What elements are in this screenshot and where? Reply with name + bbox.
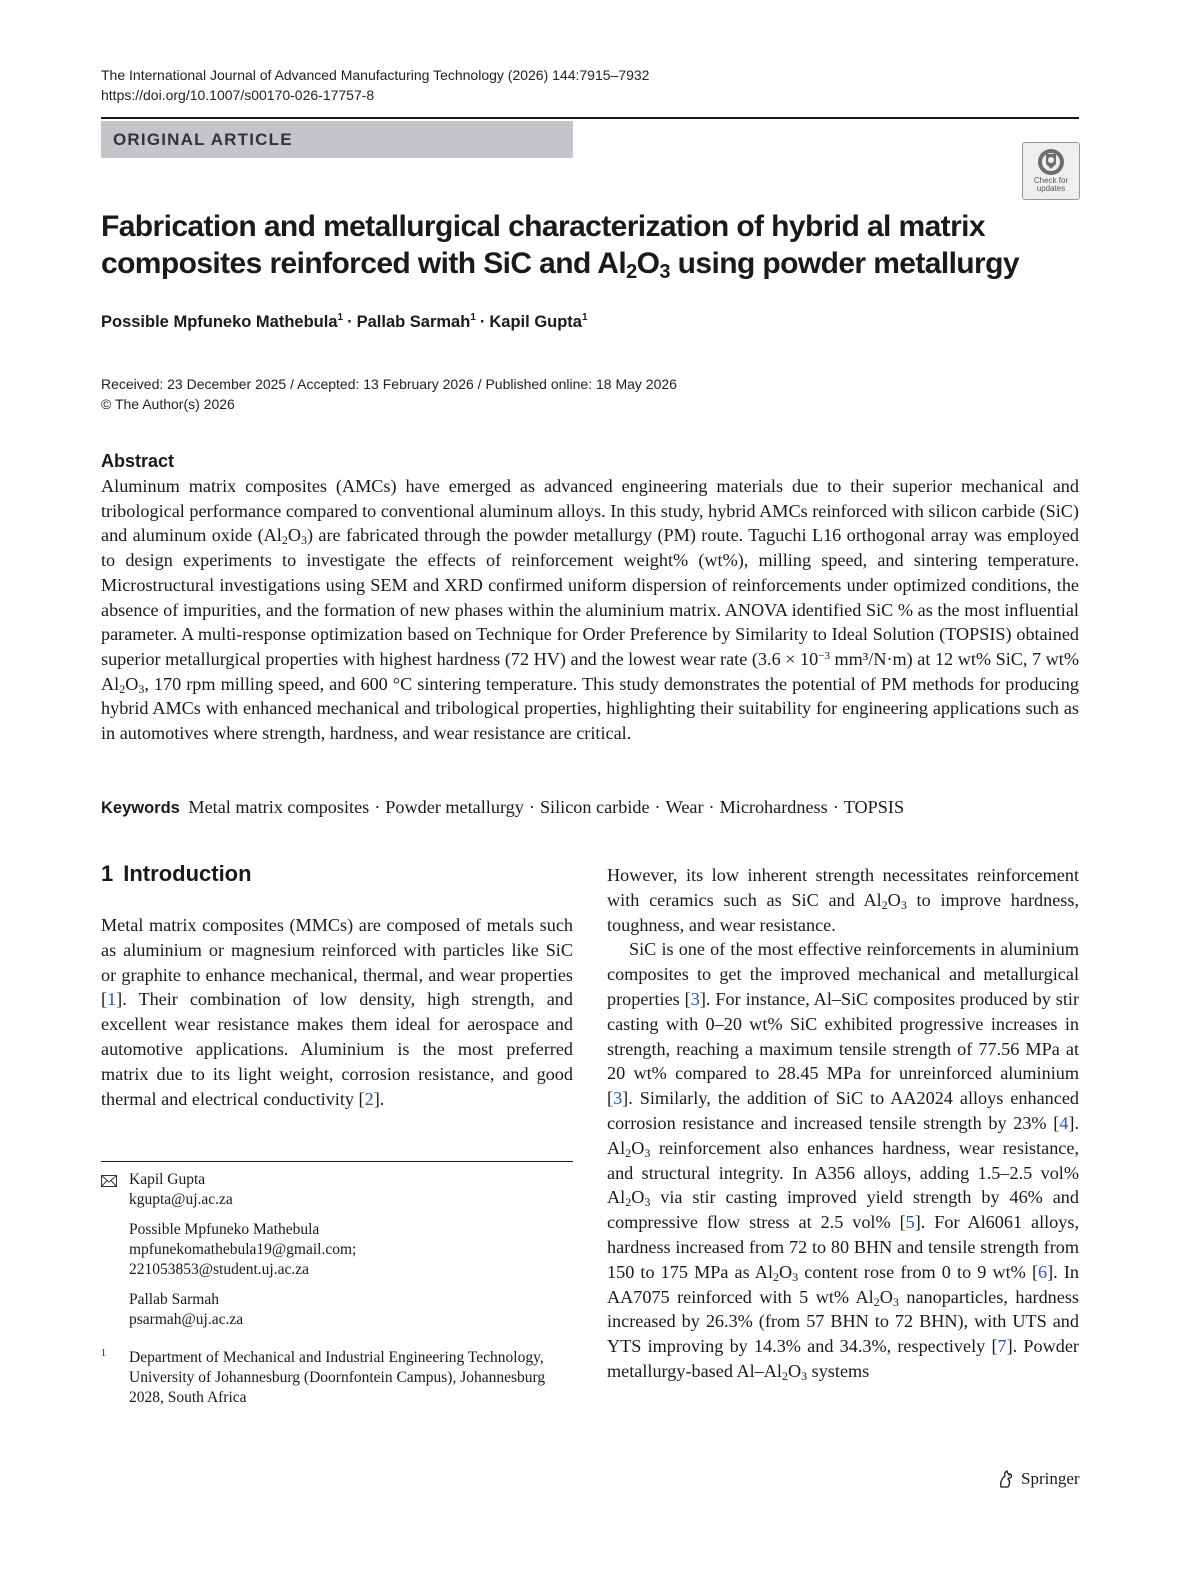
text-sub: 3 <box>644 1195 651 1210</box>
text-run: O <box>787 1360 802 1381</box>
keyword[interactable]: Silicon carbide <box>539 797 650 817</box>
journal-citation: The International Journal of Advanced Manufacturing Technology (2026) 144:7915–7932 <box>101 67 650 83</box>
title-line2-post: using powder metallurgy <box>669 247 1019 280</box>
author-1-name: Possible Mpfuneko Mathebula <box>101 313 338 331</box>
section-title: Introduction <box>123 861 252 886</box>
keyword-separator: · <box>654 797 661 817</box>
abstract-sub: 2 <box>281 533 288 548</box>
received-accepted-published: Received: 23 December 2025 / Accepted: 13 February 2026 / Published online: 18 May 2026 <box>101 376 677 392</box>
section-number: 1 <box>101 861 114 886</box>
copyright-line: © The Author(s) 2026 <box>101 396 235 412</box>
text-run: ]. For Al6061 alloys, hardness increased from 72 to 80 BHN and tensile strength from 150 to 175 MPa as Al <box>607 1212 1079 1282</box>
envelope-icon <box>101 1175 117 1187</box>
section-heading-introduction <box>101 861 252 887</box>
keyword[interactable]: Powder metallurgy <box>385 797 524 817</box>
abstract-sub: 3 <box>300 533 307 548</box>
abstract-heading: Abstract <box>101 451 175 471</box>
citation-link[interactable]: 3 <box>690 988 700 1009</box>
publisher-name: Springer <box>1021 1469 1080 1488</box>
abstract-sub: 2 <box>119 681 126 696</box>
intro-paragraph-continued <box>607 863 1079 937</box>
keyword[interactable]: Microhardness <box>719 797 828 817</box>
affiliation-footnote <box>101 1348 573 1408</box>
author-3-name: Kapil Gupta <box>489 313 582 331</box>
contact-name: Possible Mpfuneko Mathebula <box>129 1221 320 1238</box>
keyword-separator: · <box>708 797 715 817</box>
right-column-text <box>607 863 1079 1384</box>
check-updates-line1: Check for <box>1033 176 1069 185</box>
author-footnotes <box>101 1170 573 1418</box>
article-type-label: ORIGINAL ARTICLE <box>113 130 293 149</box>
affiliation-text: Department of Mechanical and Industrial Engineering Technology, University of Johannesburg (Doornfontein Campus), Johannesburg 2028, South Africa <box>129 1349 546 1406</box>
text-run: ]. In AA7075 reinforced with 5 wt% Al <box>607 1261 1079 1307</box>
footnote-rule <box>101 1161 573 1162</box>
keyword-separator: · <box>528 797 535 817</box>
text-sub: 2 <box>625 1145 632 1160</box>
text-run: ]. Powder metallurgy-based Al–Al <box>607 1336 1079 1381</box>
corresponding-author <box>101 1170 573 1210</box>
author-list <box>101 313 588 332</box>
keyword[interactable]: Wear <box>665 797 704 817</box>
text-run: ]. <box>373 1088 385 1109</box>
intro-paragraph-2 <box>607 937 1079 1383</box>
text-sub: 3 <box>892 1294 899 1309</box>
title-line2-pre: composites reinforced with SiC and Al <box>101 247 627 280</box>
abstract-part: , 170 rpm milling speed, and 600 °C sintering temperature. This study demonstrates the potential of PM methods for producing hybrid AMCs with enhanced mechanical and tribological properties, highlighting their suitability for engineering applications such as in automotives where strength, hardness, and wear resistance are critical. <box>101 673 1079 744</box>
springer-horse-icon <box>996 1469 1016 1489</box>
doi-link[interactable]: https://doi.org/10.1007/s00170-026-17757-8 <box>101 87 375 103</box>
keyword-separator: · <box>374 797 381 817</box>
citation-link[interactable]: 4 <box>1059 1112 1069 1133</box>
left-column-text <box>101 913 573 1111</box>
text-run: ]. Al <box>607 1112 1079 1158</box>
text-run: O <box>887 889 901 910</box>
citation-link[interactable]: 5 <box>905 1212 915 1233</box>
intro-paragraph-1 <box>101 913 573 1111</box>
abstract-part: mm³/N·m) at 12 wt% SiC, 7 wt% Al <box>101 648 1080 694</box>
springer-logo <box>996 1469 1080 1489</box>
author-1[interactable] <box>101 313 343 331</box>
check-for-updates-button[interactable] <box>1022 142 1080 200</box>
author-3-aff: 1 <box>581 312 588 323</box>
text-sub: 3 <box>900 897 907 912</box>
author-1-aff: 1 <box>337 312 344 323</box>
keywords-label: Keywords <box>101 799 180 817</box>
abstract-part: O <box>125 673 139 694</box>
contact-email[interactable]: psarmah@uj.ac.za <box>129 1311 244 1328</box>
citation-link[interactable]: 7 <box>997 1336 1007 1357</box>
text-sub: 2 <box>773 1269 779 1284</box>
text-sub: 3 <box>644 1145 651 1160</box>
contact-name: Kapil Gupta <box>129 1171 206 1188</box>
text-run: ]. Similarly, the addition of SiC to AA2024 alloys enhanced corrosion resistance and increased tensile strength by 23% [ <box>607 1088 1079 1133</box>
text-sub: 3 <box>801 1368 808 1383</box>
title-sub-2: 3 <box>659 261 670 283</box>
abstract-part: Aluminum matrix composites (AMCs) have emerged as advanced engineering materials due to their superior mechanical and tribological performance compared to conventional aluminum alloys. In this study, hybrid AMCs reinforced with silicon carbide (SiC) and aluminum oxide (Al <box>101 476 1079 546</box>
text-run: reinforcement also enhances hardness, wear resistance, and structural integrity. In A356 alloys, adding 1.5–2.5 vol% Al <box>607 1137 1079 1208</box>
contact-email[interactable]: kgupta@uj.ac.za <box>129 1191 233 1208</box>
header-rule <box>101 117 1079 119</box>
author-2-aff: 1 <box>470 312 476 323</box>
text-run: content rose from 0 to 9 wt% [ <box>798 1261 1039 1282</box>
title-sub-1: 2 <box>626 261 637 283</box>
contact-email[interactable]: 221053853@student.uj.ac.za <box>129 1261 309 1278</box>
abstract-body <box>101 474 1079 746</box>
author-separator: · <box>479 313 486 331</box>
abstract-part: O <box>287 525 301 546</box>
text-sub: 2 <box>781 1368 788 1383</box>
text-run: ]. For instance, Al–SiC composites produced by stir casting with 0–20 wt% SiC exhibited progressive increases in strength, reaching a maximum tensile strength of 77.56 MPa at 20 wt% compared to 28.45 MPa for unreinforced aluminium [ <box>607 988 1080 1109</box>
text-run: via stir casting improved yield strength by 46% and compressive flow stress at 2.5 vol% [ <box>607 1187 1079 1233</box>
title-line-1: Fabrication and metallurgical characterization of hybrid al matrix <box>101 210 985 243</box>
check-updates-label <box>1023 177 1079 193</box>
publication-dates <box>101 374 677 414</box>
contact-name: Pallab Sarmah <box>129 1291 219 1308</box>
affiliation-number: 1 <box>101 1348 106 1359</box>
text-sub: 2 <box>625 1195 632 1210</box>
text-run: SiC is one of the most effective reinforcements in aluminium composites to get the improved mechanical and metallurgical properties [ <box>607 939 1079 1009</box>
citation-link[interactable]: 1 <box>107 989 117 1010</box>
text-run: O <box>631 1187 645 1208</box>
text-run: ]. Their combination of low density, high strength, and excellent wear resistance makes them ideal for aerospace and automotive applications. Aluminium is the most preferred matrix due to its light weight, corrosion resistance, and good thermal and electrical conductivity [ <box>101 989 573 1109</box>
journal-header <box>101 65 649 105</box>
keyword[interactable]: Metal matrix composites <box>188 797 370 817</box>
contact-sarmah <box>129 1290 573 1330</box>
author-separator: · <box>347 313 353 331</box>
citation-link[interactable]: 6 <box>1038 1261 1048 1282</box>
check-updates-icon <box>1036 147 1066 177</box>
text-run: O <box>879 1286 893 1307</box>
paper-title <box>101 208 1101 282</box>
check-updates-line2: updates <box>1036 184 1066 193</box>
author-2[interactable] <box>357 313 476 331</box>
keyword[interactable]: TOPSIS <box>843 797 905 817</box>
text-sub: 2 <box>881 897 888 912</box>
title-oxygen: O <box>636 247 660 280</box>
contact-mathebula <box>129 1220 573 1280</box>
keywords-line <box>101 795 1081 820</box>
contact-kapil-gupta <box>129 1170 573 1210</box>
article-type-band <box>101 121 573 158</box>
abstract-sub: 3 <box>138 681 145 696</box>
text-run: systems <box>807 1360 870 1381</box>
text-sub: 3 <box>792 1269 799 1284</box>
text-run: O <box>779 1261 793 1282</box>
title-line-2 <box>101 245 1101 282</box>
abstract-part: ) are fabricated through the powder metallurgy (PM) route. Taguchi L16 orthogonal array was employed to design experiments to investigate the effects of reinforcement weight% (wt%), milling speed, and sintering temperature. Microstructural investigations using SEM and XRD confirmed uniform dispersion of reinforcements under optimized conditions, the absence of impurities, and the formation of new phases within the aluminium matrix. ANOVA identified SiC % as the most influential parameter. A multi-response optimization based on Technique for Order Preference by Similarity to Ideal Solution (TOPSIS) obtained superior metallurgical properties with highest hardness (72 HV) and the lowest wear rate (3.6 × 10 <box>101 525 1079 669</box>
abstract-exponent: −3 <box>818 649 830 662</box>
text-run: O <box>631 1137 645 1158</box>
text-sub: 2 <box>873 1294 880 1309</box>
text-run: nanoparticles, hardness increased by 26.3% (from 57 BHN to 72 BHN), with UTS and YTS improving by 14.3% and 34.3%, respectively [ <box>607 1286 1079 1357</box>
text-run: Metal matrix composites (MMCs) are composed of metals such as aluminium or magnesium reinforced with particles like SiC or graphite to enhance mechanical, thermal, and wear properties [ <box>101 915 573 1010</box>
citation-link[interactable]: 2 <box>364 1088 374 1109</box>
author-3[interactable] <box>489 313 587 331</box>
keyword-separator: · <box>832 797 839 817</box>
citation-link[interactable]: 3 <box>613 1088 623 1109</box>
text-run: However, its low inherent strength necessitates reinforcement with ceramics such as SiC and Al <box>607 865 1079 910</box>
text-run: to improve hardness, toughness, and wear resistance. <box>607 889 1079 935</box>
author-2-name: Pallab Sarmah <box>356 313 471 331</box>
contact-email[interactable]: mpfunekomathebula19@gmail.com; <box>129 1241 357 1258</box>
